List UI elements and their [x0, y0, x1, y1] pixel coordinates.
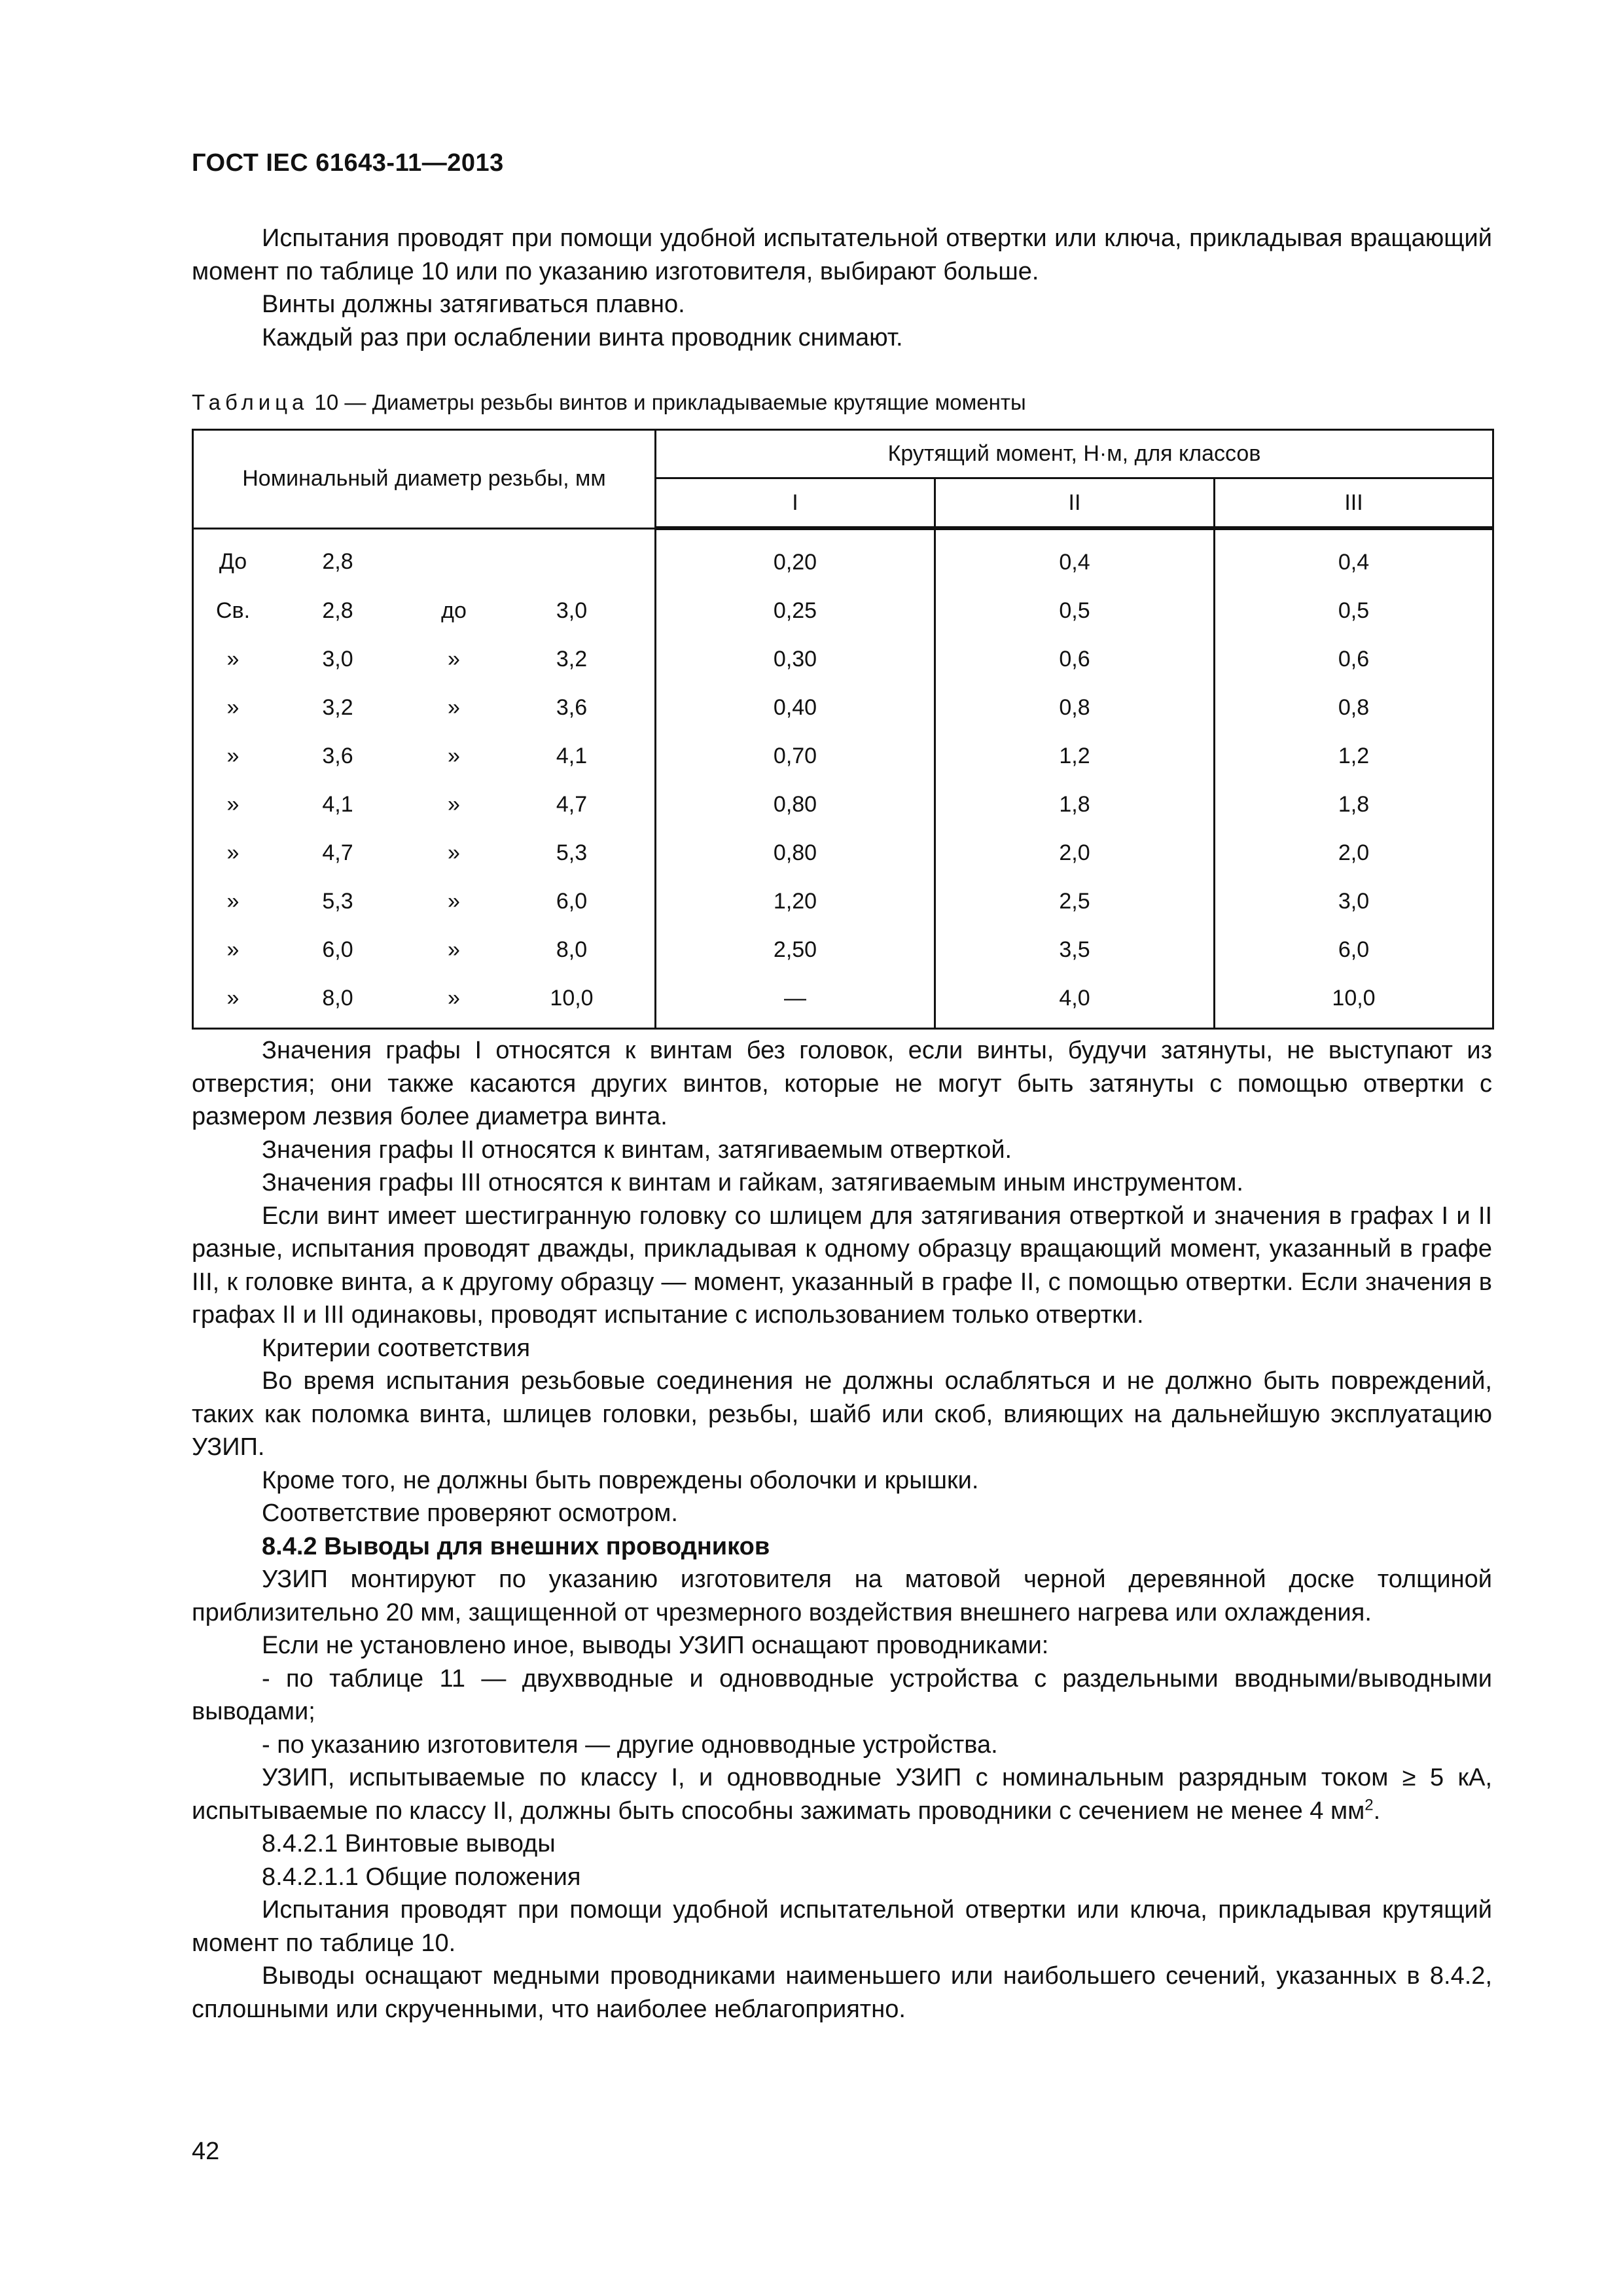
cell-torque-class-3: 1,8	[1215, 780, 1493, 829]
diameter-to: 3,0	[556, 598, 588, 623]
cell-torque-class-1: 0,80	[656, 780, 935, 829]
paragraph: Соответствие проверяют осмотром.	[262, 1499, 678, 1527]
table-row	[193, 528, 1493, 586]
cell-diameter	[193, 829, 656, 877]
section-heading: 8.4.2 Выводы для внешних проводников	[262, 1532, 770, 1560]
cell-torque-class-1: 0,80	[656, 829, 935, 877]
cell-torque-class-1: 0,20	[656, 528, 935, 586]
diameter-from: 3,0	[322, 646, 353, 672]
diameter-to-word: »	[448, 937, 460, 962]
cell-torque-class-3: 0,5	[1215, 586, 1493, 635]
diameter-prefix: »	[226, 791, 240, 817]
torque-table	[192, 429, 1494, 1030]
column-header-class-1: I	[656, 478, 935, 529]
diameter-prefix: »	[226, 840, 240, 865]
cell-diameter	[193, 925, 656, 974]
diameter-to-word: »	[448, 743, 460, 768]
cell-torque-class-3: 2,0	[1215, 829, 1493, 877]
cell-torque-class-2: 4,0	[935, 974, 1215, 1029]
document-header: ГОСТ IEC 61643-11—2013	[192, 149, 504, 177]
paragraph: Если не установлено иное, выводы УЗИП оснащают проводниками:	[262, 1632, 1049, 1659]
diameter-to: 5,3	[556, 840, 588, 865]
diameter-to: 4,7	[556, 791, 588, 817]
cell-torque-class-1: 1,20	[656, 877, 935, 925]
diameter-from: 4,7	[322, 840, 353, 865]
diameter-to: 10,0	[550, 985, 594, 1011]
cell-torque-class-2: 0,8	[935, 683, 1215, 732]
diameter-to: 3,2	[556, 646, 588, 672]
column-header-class-3: III	[1215, 478, 1493, 529]
diameter-to-word: »	[448, 840, 460, 865]
cell-torque-class-2: 0,5	[935, 586, 1215, 635]
table-row	[193, 925, 1493, 974]
diameter-prefix: До	[219, 548, 247, 574]
diameter-from: 8,0	[322, 985, 353, 1011]
paragraph: Выводы оснащают медными проводниками наименьшего или наибольшего сечений, указанных в 8.4.2, сплошными или скрученными, что наиболее неблагоприятно.	[192, 1962, 1492, 2023]
diameter-from: 3,2	[322, 694, 353, 720]
column-header-torque: Крутящий момент, Н·м, для классов	[656, 430, 1493, 478]
diameter-to: 6,0	[556, 888, 588, 914]
diameter-to-word: »	[448, 646, 460, 672]
cell-torque-class-1: —	[656, 974, 935, 1029]
diameter-prefix: »	[226, 937, 240, 962]
diameter-to: 8,0	[556, 937, 588, 962]
cell-diameter	[193, 974, 656, 1029]
diameter-prefix: »	[226, 985, 240, 1011]
cell-torque-class-3: 6,0	[1215, 925, 1493, 974]
paragraph: Винты должны затягиваться плавно.	[262, 291, 685, 318]
paragraph: Кроме того, не должны быть повреждены оболочки и крышки.	[262, 1466, 979, 1494]
diameter-to: 4,1	[556, 743, 588, 768]
paragraph: Каждый раз при ослаблении винта проводник снимают.	[262, 323, 903, 351]
diameter-prefix: »	[226, 743, 240, 768]
cell-torque-class-3: 1,2	[1215, 732, 1493, 780]
table-row	[193, 877, 1493, 925]
cell-diameter	[193, 635, 656, 683]
cell-diameter	[193, 732, 656, 780]
list-item: - по таблице 11 — двухвводные и одновводные устройства с раздельными вводными/выводными выводами;	[192, 1664, 1492, 1725]
table-body	[193, 528, 1493, 1029]
cell-diameter	[193, 780, 656, 829]
diameter-prefix: Св.	[215, 598, 251, 623]
cell-torque-class-2: 3,5	[935, 925, 1215, 974]
page-number: 42	[192, 2138, 220, 2165]
cell-diameter	[193, 586, 656, 635]
cell-torque-class-2: 2,5	[935, 877, 1215, 925]
cell-torque-class-3: 0,6	[1215, 635, 1493, 683]
diameter-to-word: »	[448, 888, 460, 914]
cell-torque-class-3: 3,0	[1215, 877, 1493, 925]
table-caption-title: 10 — Диаметры резьбы винтов и прикладываемые крутящие моменты	[308, 390, 1026, 414]
cell-torque-class-2: 1,8	[935, 780, 1215, 829]
intro-text	[192, 222, 1492, 354]
superscript: 2	[1364, 1795, 1374, 1814]
paragraph: Значения графы II относятся к винтам, затягиваемым отверткой.	[262, 1136, 1012, 1164]
diameter-to	[505, 549, 639, 575]
cell-diameter	[193, 683, 656, 732]
subsection-heading: 8.4.2.1 Винтовые выводы	[262, 1830, 556, 1857]
paragraph: Испытания проводят при помощи удобной испытательной отвертки или ключа, прикладывая крутящий момент по таблице 10.	[192, 1896, 1492, 1957]
paragraph: УЗИП монтируют по указанию изготовителя на матовой черной деревянной доске толщиной приблизительно 20 мм, защищенной от чрезмерного воздействия внешнего нагрева или охлаждения.	[192, 1566, 1492, 1626]
cell-torque-class-3: 0,8	[1215, 683, 1493, 732]
cell-diameter	[193, 528, 656, 586]
diameter-prefix: »	[226, 646, 240, 672]
cell-torque-class-1: 0,25	[656, 586, 935, 635]
table-row	[193, 683, 1493, 732]
cell-diameter	[193, 877, 656, 925]
paragraph: Если винт имеет шестигранную головку со шлицем для затягивания отверткой и значения в графах I и II разные, испытания проводят дважды, прикладывая к одному образцу вращающий момент, указанный в графе III, к головке винта, а к другому образцу — момент, указанный в графе II, с помощью отвертки. Если значения в графах II и III одинаковы, проводят испытание с использованием только отвертки.	[192, 1202, 1492, 1329]
list-item: - по указанию изготовителя — другие одновводные устройства.	[262, 1731, 998, 1759]
paragraph: Критерии соответствия	[262, 1334, 531, 1362]
column-header-class-2: II	[935, 478, 1215, 529]
diameter-to-word	[403, 549, 505, 575]
table-row	[193, 974, 1493, 1029]
table-row	[193, 732, 1493, 780]
cell-torque-class-3: 0,4	[1215, 528, 1493, 586]
paragraph-text: УЗИП, испытываемые по классу I, и одновводные УЗИП с номинальным разрядным током ≥ 5 кА, испытываемые по классу II, должны быть способны зажимать проводники с сечением не менее 4 мм	[192, 1764, 1492, 1825]
paragraph: Значения графы III относятся к винтам и гайкам, затягиваемым иным инструментом.	[262, 1169, 1243, 1196]
diameter-from: 2,8	[322, 598, 353, 623]
paragraph-tail: .	[1373, 1797, 1381, 1825]
paragraph	[192, 1761, 1492, 1827]
table-row	[193, 635, 1493, 683]
diameter-from: 2,8	[322, 548, 353, 574]
cell-torque-class-2: 2,0	[935, 829, 1215, 877]
cell-torque-class-2: 0,4	[935, 528, 1215, 586]
cell-torque-class-2: 1,2	[935, 732, 1215, 780]
table-row	[193, 829, 1493, 877]
subsection-heading: 8.4.2.1.1 Общие положения	[262, 1863, 581, 1891]
diameter-prefix: »	[226, 694, 240, 720]
diameter-prefix: »	[226, 888, 240, 914]
diameter-to-word: »	[448, 985, 460, 1011]
diameter-to: 3,6	[556, 694, 588, 720]
diameter-to-word: »	[448, 791, 460, 817]
table-row	[193, 780, 1493, 829]
body-text	[192, 1034, 1492, 2026]
cell-torque-class-3: 10,0	[1215, 974, 1493, 1029]
column-header-diameter: Номинальный диаметр резьбы, мм	[193, 430, 656, 529]
cell-torque-class-1: 0,30	[656, 635, 935, 683]
paragraph: Испытания проводят при помощи удобной испытательной отвертки или ключа, прикладывая вращающий момент по таблице 10 или по указанию изготовителя, выбирают больше.	[192, 224, 1492, 285]
cell-torque-class-1: 0,40	[656, 683, 935, 732]
table-row	[193, 586, 1493, 635]
diameter-to-word: до	[441, 598, 467, 623]
diameter-from: 4,1	[322, 791, 353, 817]
cell-torque-class-2: 0,6	[935, 635, 1215, 683]
table-caption	[192, 390, 1026, 415]
cell-torque-class-1: 2,50	[656, 925, 935, 974]
cell-torque-class-1: 0,70	[656, 732, 935, 780]
paragraph: Во время испытания резьбовые соединения не должны ослабляться и не должно быть повреждений, таких как поломка винта, шлицев головки, резьбы, шайб или скоб, влияющих на дальнейшую эксплуатацию УЗИП.	[192, 1367, 1492, 1461]
diameter-from: 3,6	[322, 743, 353, 768]
diameter-from: 6,0	[322, 937, 353, 962]
diameter-from: 5,3	[322, 888, 353, 914]
table-caption-word: Таблица	[192, 390, 309, 414]
diameter-to-word: »	[448, 694, 460, 720]
paragraph: Значения графы I относятся к винтам без головок, если винты, будучи затянуты, не выступают из отверстия; они также касаются других винтов, которые не могут быть затянуты с помощью отвертки с размером лезвия более диаметра винта.	[192, 1037, 1492, 1130]
